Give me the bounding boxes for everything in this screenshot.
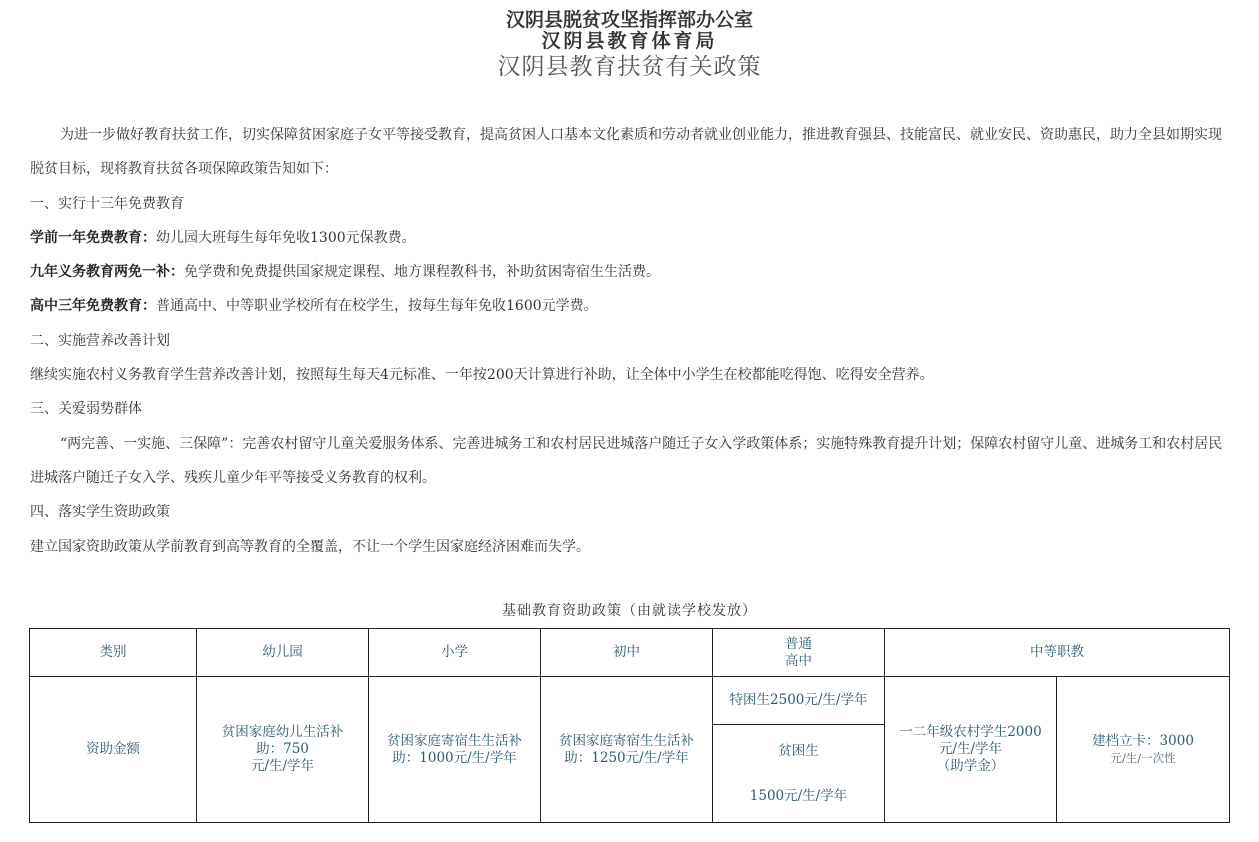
cell-senior-poor xyxy=(713,725,885,823)
section-heading-2: 二、实施营养改善计划 xyxy=(30,332,170,349)
table-caption: 基础教育资助政策（由就读学校发放） xyxy=(502,603,757,619)
cell-text: （助学金） xyxy=(936,758,1005,774)
cell-vocational-grant xyxy=(885,677,1057,823)
policy-item-text: 幼儿园大班每生每年免收1300元保教费。 xyxy=(156,229,416,246)
header-category: 类别 xyxy=(30,629,197,677)
education-aid-table xyxy=(29,628,1230,823)
policy-item-text: 免学费和免费提供国家规定课程、地方课程教科书，补助贫困寄宿生生活费。 xyxy=(184,264,660,281)
policy-item-label: 九年义务教育两免一补： xyxy=(30,264,184,281)
cell-text: 建档立卡：3000 xyxy=(1092,732,1194,749)
policy-item-highschool xyxy=(30,289,1230,323)
cell-text: 助：1250元/生/学年 xyxy=(564,749,689,766)
cell-kindergarten xyxy=(197,677,369,823)
table-header-row xyxy=(30,629,1230,677)
section-heading-4: 四、落实学生资助政策 xyxy=(30,504,170,521)
cell-text: 元/生/学年 xyxy=(938,741,1003,757)
cell-text: 一二年级农村学生2000 xyxy=(899,724,1042,740)
cell-text: 贫困家庭寄宿生生活补 xyxy=(559,732,694,749)
policy-item-compulsory xyxy=(30,255,1230,289)
cell-text: 元/生/一次性 xyxy=(1110,750,1176,765)
policy-item-text: 普通高中、中等职业学校所有在校学生，按每生每年免收1600元学费。 xyxy=(156,298,598,315)
cell-text: 贫困家庭寄宿生生活补 xyxy=(387,732,522,749)
policy-item-label: 高中三年免费教育： xyxy=(30,298,156,315)
header-kindergarten: 幼儿园 xyxy=(197,629,369,677)
header-senior-line-1: 普通 xyxy=(785,635,812,652)
cell-junior xyxy=(541,677,713,823)
section-4-paragraph: 建立国家资助政策从学前教育到高等教育的全覆盖，不让一个学生因家庭经济困难而失学。 xyxy=(30,538,590,555)
cell-text: 1500元/生/学年 xyxy=(749,787,848,804)
cell-senior-special: 特困生2500元/生/学年 xyxy=(713,677,885,725)
cell-vocational-card xyxy=(1057,677,1230,823)
header-vocational: 中等职教 xyxy=(885,629,1230,677)
cell-text: 助：1000元/生/学年 xyxy=(392,749,517,766)
row-label-aid-amount: 资助金额 xyxy=(30,677,197,823)
cell-text: 贫困家庭幼儿生活补 xyxy=(221,724,344,740)
document-header xyxy=(0,10,1259,82)
header-junior: 初中 xyxy=(541,629,713,677)
section-heading-1: 一、实行十三年免费教育 xyxy=(30,195,184,212)
issuing-bureau: 汉阴县教育体育局 xyxy=(541,30,718,52)
section-2-paragraph: 继续实施农村义务教育学生营养改善计划，按照每生每天4元标准、一年按200天计算进行补助，让全体中小学生在校都能吃得饱、吃得安全营养。 xyxy=(30,367,934,384)
table-row xyxy=(30,677,1230,725)
cell-text: 贫困生 xyxy=(778,742,819,759)
policy-item-label: 学前一年免费教育： xyxy=(30,229,156,246)
document-body xyxy=(30,118,1230,564)
section-heading-3: 三、关爱弱势群体 xyxy=(30,401,142,418)
cell-text: 助：750 xyxy=(256,741,309,757)
intro-paragraph: 为进一步做好教育扶贫工作，切实保障贫困家庭子女平等接受教育，提高贫困人口基本文化素质和劳动者就业创业能力，推进教育强县、技能富民、就业安民、资助惠民，助力全县如期实现脱贫目标，现将教育扶贫各项保障政策告知如下： xyxy=(30,127,1222,178)
document-title: 汉阴县教育扶贫有关政策 xyxy=(497,54,762,80)
section-3-paragraph: “两完善、一实施、三保障”：完善农村留守儿童关爱服务体系、完善进城务工和农村居民进城落户随迁子女入学政策体系；实施特殊教育提升计划；保障农村留守儿童、进城务工和农村居民进城落户随迁子女入学、残疾儿童少年平等接受义务教育的权利。 xyxy=(30,435,1223,486)
header-primary: 小学 xyxy=(369,629,541,677)
cell-text: 元/生/学年 xyxy=(250,758,315,774)
issuing-office: 汉阴县脱贫攻坚指挥部办公室 xyxy=(505,9,753,31)
header-senior xyxy=(713,629,885,677)
policy-item-preschool xyxy=(30,221,1230,255)
header-senior-line-2: 高中 xyxy=(785,652,812,669)
cell-primary xyxy=(369,677,541,823)
